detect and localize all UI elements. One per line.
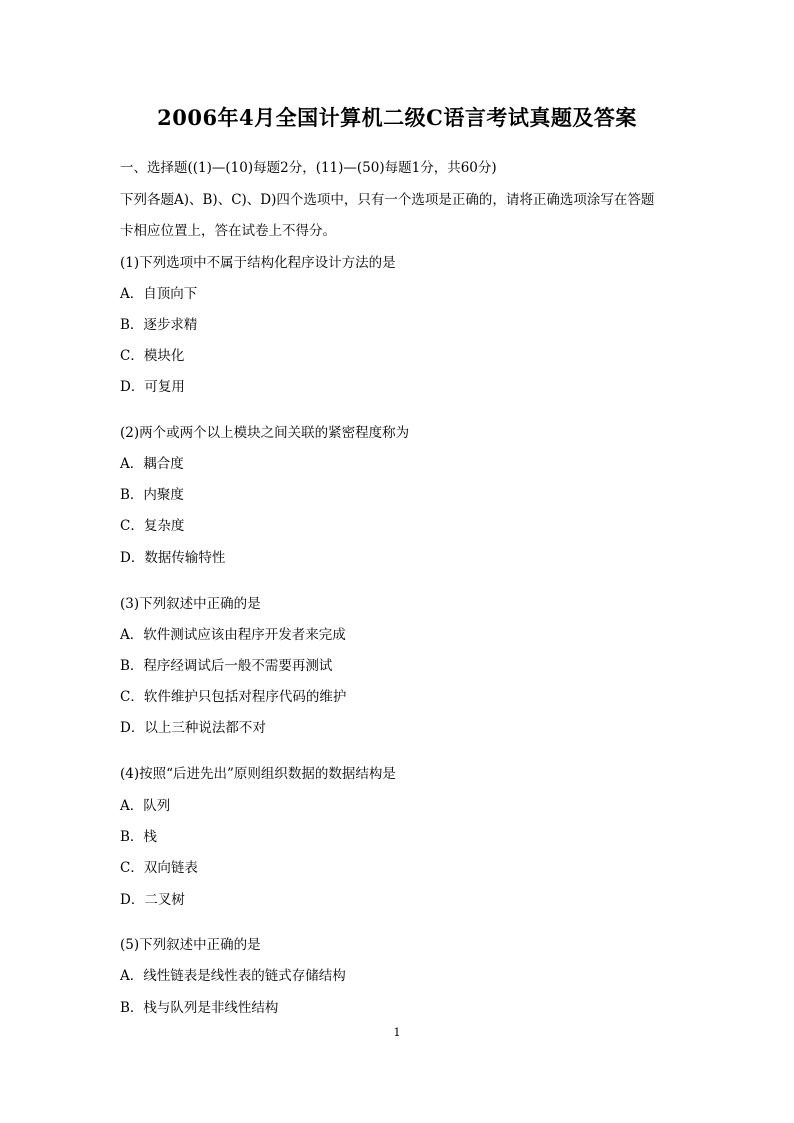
instructions-line-2: 卡相应位置上，答在试卷上不得分。 bbox=[120, 223, 336, 239]
question-1-option-d: D．可复用 bbox=[120, 379, 185, 395]
question-3-stem: (3)下列叙述中正确的是 bbox=[120, 596, 261, 612]
page-number: 1 bbox=[393, 1026, 401, 1039]
question-4-option-d: D．二叉树 bbox=[120, 892, 185, 908]
question-4-option-c: C．双向链表 bbox=[120, 860, 198, 876]
question-5-stem: (5)下列叙述中正确的是 bbox=[120, 937, 261, 953]
question-1-option-a: A．自顶向下 bbox=[120, 286, 198, 302]
question-2-option-b: B．内聚度 bbox=[120, 487, 184, 503]
question-4-stem: (4)按照“后进先出”原则组织数据的数据结构是 bbox=[120, 766, 396, 782]
question-2-stem: (2)两个或两个以上模块之间关联的紧密程度称为 bbox=[120, 425, 410, 441]
question-2-option-a: A．耦合度 bbox=[120, 456, 184, 472]
question-4-option-b: B．栈 bbox=[120, 829, 157, 845]
question-3-option-c: C．软件维护只包括对程序代码的维护 bbox=[120, 689, 347, 705]
question-2-option-d: D．数据传输特性 bbox=[120, 550, 226, 566]
question-1-option-c: C．模块化 bbox=[120, 348, 185, 364]
instructions-line-1: 下列各题A)、B)、C)、D)四个选项中，只有一个选项是正确的，请将正确选项涂写在答题 bbox=[120, 192, 655, 208]
question-1-option-b: B．逐步求精 bbox=[120, 317, 198, 333]
question-5-option-b: B．栈与队列是非线性结构 bbox=[120, 1000, 279, 1016]
question-2-option-c: C．复杂度 bbox=[120, 518, 185, 534]
question-3-option-d: D．以上三种说法都不对 bbox=[120, 720, 266, 736]
question-3-option-a: A．软件测试应该由程序开发者来完成 bbox=[120, 627, 346, 643]
section-heading: 一、选择题((1)—(10)每题2分，(11)—(50)每题1分，共60分) bbox=[120, 160, 497, 176]
question-4-option-a: A．队列 bbox=[120, 798, 171, 814]
document-title: 2006年4月全国计算机二级C语言考试真题及答案 bbox=[157, 105, 637, 130]
question-5-option-a: A．线性链表是线性表的链式存储结构 bbox=[120, 968, 346, 984]
question-1-stem: (1)下列选项中不属于结构化程序设计方法的是 bbox=[120, 255, 396, 271]
question-3-option-b: B．程序经调试后一般不需要再测试 bbox=[120, 658, 333, 674]
